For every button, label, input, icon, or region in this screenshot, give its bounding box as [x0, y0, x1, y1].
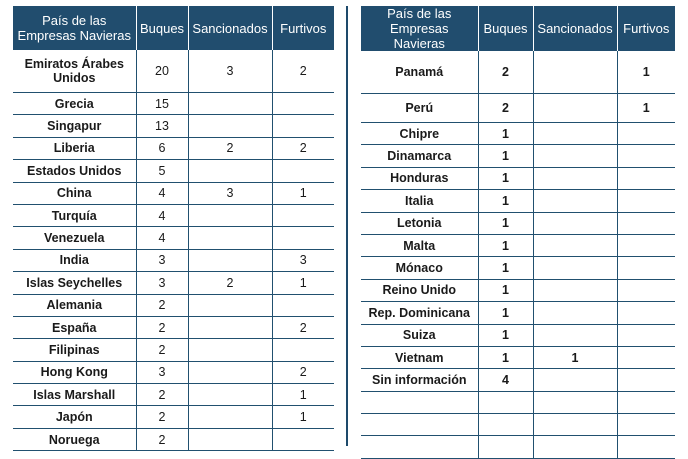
header-country: País de las Empresas Navieras: [13, 6, 136, 50]
stealth-cell: [617, 212, 675, 234]
country-cell: Vietnam: [361, 346, 478, 368]
sanctioned-cell: [533, 167, 617, 189]
table-row: [361, 302, 675, 324]
sanctioned-cell: 3: [188, 50, 272, 93]
stealth-cell: [617, 302, 675, 324]
ships-cell: 6: [136, 137, 188, 159]
header-ships: Buques: [136, 6, 188, 50]
table-row: [13, 384, 334, 406]
ships-cell: 1: [478, 257, 533, 279]
header-stealth: Furtivos: [617, 6, 675, 51]
table-row: [13, 406, 334, 428]
sanctioned-cell: [533, 145, 617, 167]
country-cell: España: [13, 316, 136, 338]
ships-cell: 1: [478, 346, 533, 368]
ships-cell: 2: [136, 339, 188, 361]
table-row: [13, 361, 334, 383]
table-row: [361, 324, 675, 346]
stealth-cell: 2: [272, 361, 334, 383]
column-divider: [346, 6, 348, 446]
stealth-cell: [272, 204, 334, 226]
table-row: [361, 369, 675, 391]
table-row: [361, 279, 675, 301]
sanctioned-cell: [533, 302, 617, 324]
table-row: [361, 167, 675, 189]
ships-cell: 1: [478, 190, 533, 212]
sanctioned-cell: [188, 361, 272, 383]
ships-cell: 2: [136, 384, 188, 406]
stealth-cell: [272, 227, 334, 249]
table-row: [361, 94, 675, 123]
ships-cell: 1: [478, 123, 533, 145]
sanctioned-cell: [533, 190, 617, 212]
stealth-cell: [617, 391, 675, 413]
stealth-cell: [272, 428, 334, 450]
sanctioned-cell: 3: [188, 182, 272, 204]
stealth-cell: 1: [272, 384, 334, 406]
country-cell: China: [13, 182, 136, 204]
country-cell: Filipinas: [13, 339, 136, 361]
table-row: [13, 227, 334, 249]
header-sanctioned: Sancionados: [533, 6, 617, 51]
stealth-cell: [272, 93, 334, 115]
table-row: [361, 190, 675, 212]
country-cell: Noruega: [13, 428, 136, 450]
country-cell: Islas Seychelles: [13, 272, 136, 294]
ships-cell: 1: [478, 324, 533, 346]
header-ships: Buques: [478, 6, 533, 51]
sanctioned-cell: [188, 204, 272, 226]
country-cell: Malta: [361, 234, 478, 256]
stealth-cell: [617, 145, 675, 167]
left-header-row: [13, 6, 334, 50]
table-row: [13, 93, 334, 115]
country-cell: Italia: [361, 190, 478, 212]
country-cell: Honduras: [361, 167, 478, 189]
ships-cell: 1: [478, 234, 533, 256]
ships-cell: 2: [136, 406, 188, 428]
table-row: [361, 414, 675, 436]
sanctioned-cell: [188, 316, 272, 338]
ships-cell: 4: [136, 182, 188, 204]
country-cell: Estados Unidos: [13, 160, 136, 182]
ships-cell: 1: [478, 302, 533, 324]
table-row: [13, 204, 334, 226]
sanctioned-cell: [533, 369, 617, 391]
table-row: [13, 50, 334, 93]
country-cell: Hong Kong: [13, 361, 136, 383]
country-cell: Perú: [361, 94, 478, 123]
stealth-cell: [617, 123, 675, 145]
table-row: [13, 272, 334, 294]
stealth-cell: [617, 436, 675, 458]
sanctioned-cell: [188, 93, 272, 115]
ships-cell: 1: [478, 212, 533, 234]
ships-cell: 5: [136, 160, 188, 182]
ships-cell: 20: [136, 50, 188, 93]
sanctioned-cell: 2: [188, 272, 272, 294]
ships-cell: [478, 436, 533, 458]
sanctioned-cell: [533, 212, 617, 234]
table-row: [361, 145, 675, 167]
ships-cell: 1: [478, 167, 533, 189]
left-table-panel: [13, 6, 334, 451]
country-cell: Reino Unido: [361, 279, 478, 301]
country-cell: Panamá: [361, 51, 478, 94]
sanctioned-cell: [188, 160, 272, 182]
stealth-cell: [617, 190, 675, 212]
ships-cell: 2: [136, 316, 188, 338]
stealth-cell: 1: [272, 272, 334, 294]
table-row: [13, 160, 334, 182]
ships-cell: 3: [136, 361, 188, 383]
country-cell: Chipre: [361, 123, 478, 145]
stealth-cell: [617, 369, 675, 391]
header-stealth: Furtivos: [272, 6, 334, 50]
sanctioned-cell: [188, 115, 272, 137]
ships-cell: 1: [478, 145, 533, 167]
sanctioned-cell: [188, 384, 272, 406]
table-row: [361, 234, 675, 256]
stealth-cell: 2: [272, 316, 334, 338]
sanctioned-cell: [533, 436, 617, 458]
ships-cell: 2: [478, 51, 533, 94]
table-row: [13, 428, 334, 450]
header-country: País de las Empresas Navieras: [361, 6, 478, 51]
ships-cell: 1: [478, 279, 533, 301]
stealth-cell: [272, 115, 334, 137]
ships-cell: [478, 414, 533, 436]
table-row: [361, 51, 675, 94]
table-row: [361, 346, 675, 368]
sanctioned-cell: [188, 428, 272, 450]
header-sanctioned: Sancionados: [188, 6, 272, 50]
stealth-cell: 1: [272, 182, 334, 204]
table-row: [13, 294, 334, 316]
stealth-cell: [617, 324, 675, 346]
table-row: [13, 316, 334, 338]
table-row: [361, 257, 675, 279]
country-cell: Dinamarca: [361, 145, 478, 167]
country-cell: Islas Marshall: [13, 384, 136, 406]
right-shipping-table: [361, 6, 675, 459]
country-cell: Grecia: [13, 93, 136, 115]
country-cell: Japón: [13, 406, 136, 428]
sanctioned-cell: [188, 227, 272, 249]
ships-cell: 3: [136, 272, 188, 294]
sanctioned-cell: [533, 234, 617, 256]
ships-cell: 4: [136, 227, 188, 249]
sanctioned-cell: [533, 324, 617, 346]
country-cell: Letonia: [361, 212, 478, 234]
table-row: [13, 137, 334, 159]
ships-cell: 3: [136, 249, 188, 271]
country-cell: Mónaco: [361, 257, 478, 279]
table-row: [361, 212, 675, 234]
stealth-cell: 1: [617, 94, 675, 123]
country-cell: Liberia: [13, 137, 136, 159]
left-shipping-table: [13, 6, 334, 451]
stealth-cell: [617, 346, 675, 368]
sanctioned-cell: 1: [533, 346, 617, 368]
ships-cell: 4: [478, 369, 533, 391]
country-cell: India: [13, 249, 136, 271]
sanctioned-cell: [533, 94, 617, 123]
country-cell: [361, 436, 478, 458]
country-cell: [361, 414, 478, 436]
stealth-cell: 1: [272, 406, 334, 428]
table-row: [13, 249, 334, 271]
country-cell: Turquía: [13, 204, 136, 226]
sanctioned-cell: [533, 51, 617, 94]
sanctioned-cell: [188, 249, 272, 271]
sanctioned-cell: [188, 294, 272, 316]
stealth-cell: [617, 279, 675, 301]
sanctioned-cell: [188, 406, 272, 428]
ships-cell: 4: [136, 204, 188, 226]
sanctioned-cell: [533, 279, 617, 301]
sanctioned-cell: [533, 391, 617, 413]
ships-cell: 2: [136, 428, 188, 450]
right-header-row: [361, 6, 675, 51]
table-row: [361, 123, 675, 145]
ships-cell: 13: [136, 115, 188, 137]
sanctioned-cell: [188, 339, 272, 361]
stealth-cell: [617, 234, 675, 256]
table-row: [361, 391, 675, 413]
ships-cell: [478, 391, 533, 413]
table-row: [13, 339, 334, 361]
sanctioned-cell: [533, 257, 617, 279]
table-row: [13, 115, 334, 137]
country-cell: Venezuela: [13, 227, 136, 249]
ships-cell: 2: [478, 94, 533, 123]
ships-cell: 2: [136, 294, 188, 316]
ships-cell: 15: [136, 93, 188, 115]
country-cell: Sin información: [361, 369, 478, 391]
stealth-cell: 3: [272, 249, 334, 271]
stealth-cell: [617, 414, 675, 436]
stealth-cell: 1: [617, 51, 675, 94]
stealth-cell: [617, 167, 675, 189]
country-cell: Emiratos Árabes Unidos: [13, 50, 136, 93]
stealth-cell: [617, 257, 675, 279]
country-cell: Singapur: [13, 115, 136, 137]
table-row: [361, 436, 675, 458]
right-table-panel: [361, 6, 675, 459]
stealth-cell: [272, 294, 334, 316]
sanctioned-cell: [533, 414, 617, 436]
stealth-cell: [272, 339, 334, 361]
country-cell: Rep. Dominicana: [361, 302, 478, 324]
table-row: [13, 182, 334, 204]
stealth-cell: 2: [272, 137, 334, 159]
stealth-cell: [272, 160, 334, 182]
country-cell: Suiza: [361, 324, 478, 346]
sanctioned-cell: 2: [188, 137, 272, 159]
country-cell: [361, 391, 478, 413]
country-cell: Alemania: [13, 294, 136, 316]
sanctioned-cell: [533, 123, 617, 145]
stealth-cell: 2: [272, 50, 334, 93]
